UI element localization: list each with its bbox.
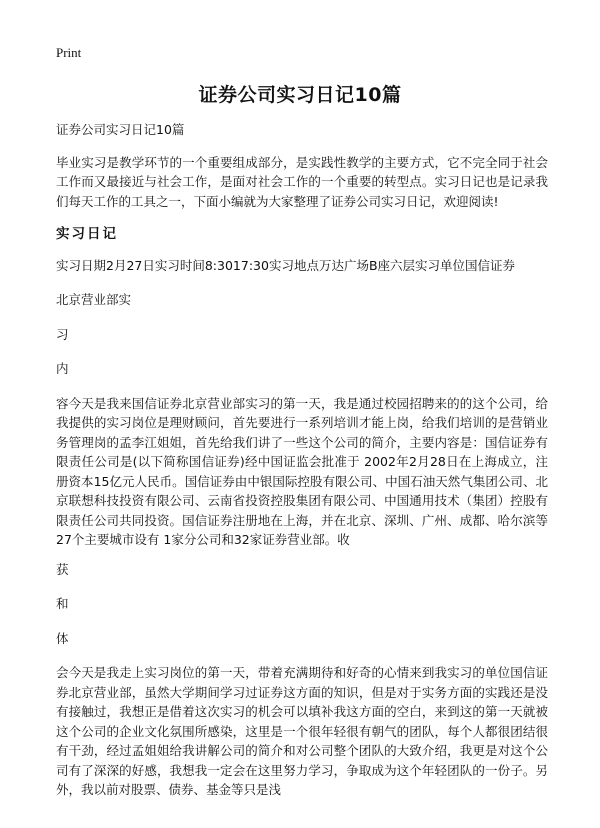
- article-body: [56, 120, 548, 810]
- text-fragment: 北京营业部实: [56, 292, 132, 307]
- text-fragment: 内: [56, 361, 69, 376]
- article-subtitle: 证券公司实习日记10篇: [56, 122, 185, 137]
- text-fragment: 体: [56, 630, 69, 646]
- page-title: 证券公司实习日记10篇: [198, 84, 402, 106]
- body-paragraph: 容今天是我来国信证券北京营业部实习的第一天，我是通过校园招聘来的的这个公司，给我提供的实习岗位是理财顾问，首先要进行一系列培训才能上岗，给我们培训的是营销业务管理岗的孟李江姐姐，首先给我们讲了一些这个公司的简介，主要内容是：国信证券有限责任公司是(以下简称国信证券)经中国证监会批准于 2002年2月28日在上海成立，注册资本15亿元人民币。国信证券由中银国际控股有限公司、中国石油天然气集团公司、北京联想科技投资有限公司、云南省投资控股集团有限公司、中国通用技术（集团）控股有限责任公司共同投资。国信证券注册地在上海，并在北京、深圳、广州、成都、哈尔滨等27个主要城市设有 1家分公司和32家证券营业部。收: [56, 395, 548, 547]
- section-heading: 实习日记: [56, 226, 118, 242]
- text-fragment: 习: [56, 326, 69, 342]
- body-paragraph: 会今天是我走上实习岗位的第一天，带着充满期待和好奇的心情来到我实习的单位国信证券北京营业部，虽然大学期间学习过证券这方面的知识，但是对于实务方面的实践还是没有接触过，我想正是借着这次实习的机会可以填补我这方面的空白，来到这的第一天就被这个公司的企业文化氛围所感染，这里是一个很年轻很有朝气的团队，每个人都很团结很有干劲，经过孟姐姐给我讲解公司的简介和对公司整个团队的大致介绍，我更是对这个公司有了深深的好感，我想我一定会在这里努力学习，争取成为这个年轻团队的一份子。另外，我以前对股票、债券、基金等只是浅: [56, 665, 548, 797]
- text-fragment: 获: [56, 561, 69, 577]
- print-label: Print: [56, 45, 82, 60]
- meta-line: 实习日期2月27日实习时间8:3017:30实习地点万达广场B座六层实习单位国信证券: [56, 257, 516, 273]
- intro-paragraph: 毕业实习是教学环节的一个重要组成部分，是实践性教学的主要方式，它不完全同于社会工作而又最接近与社会工作，是面对社会工作的一个重要的转型点。实习日记也是记录我们每天工作的工具之一，下面小编就为大家整理了证券公司实习日记，欢迎阅读!: [56, 154, 548, 209]
- text-fragment: 和: [56, 596, 69, 611]
